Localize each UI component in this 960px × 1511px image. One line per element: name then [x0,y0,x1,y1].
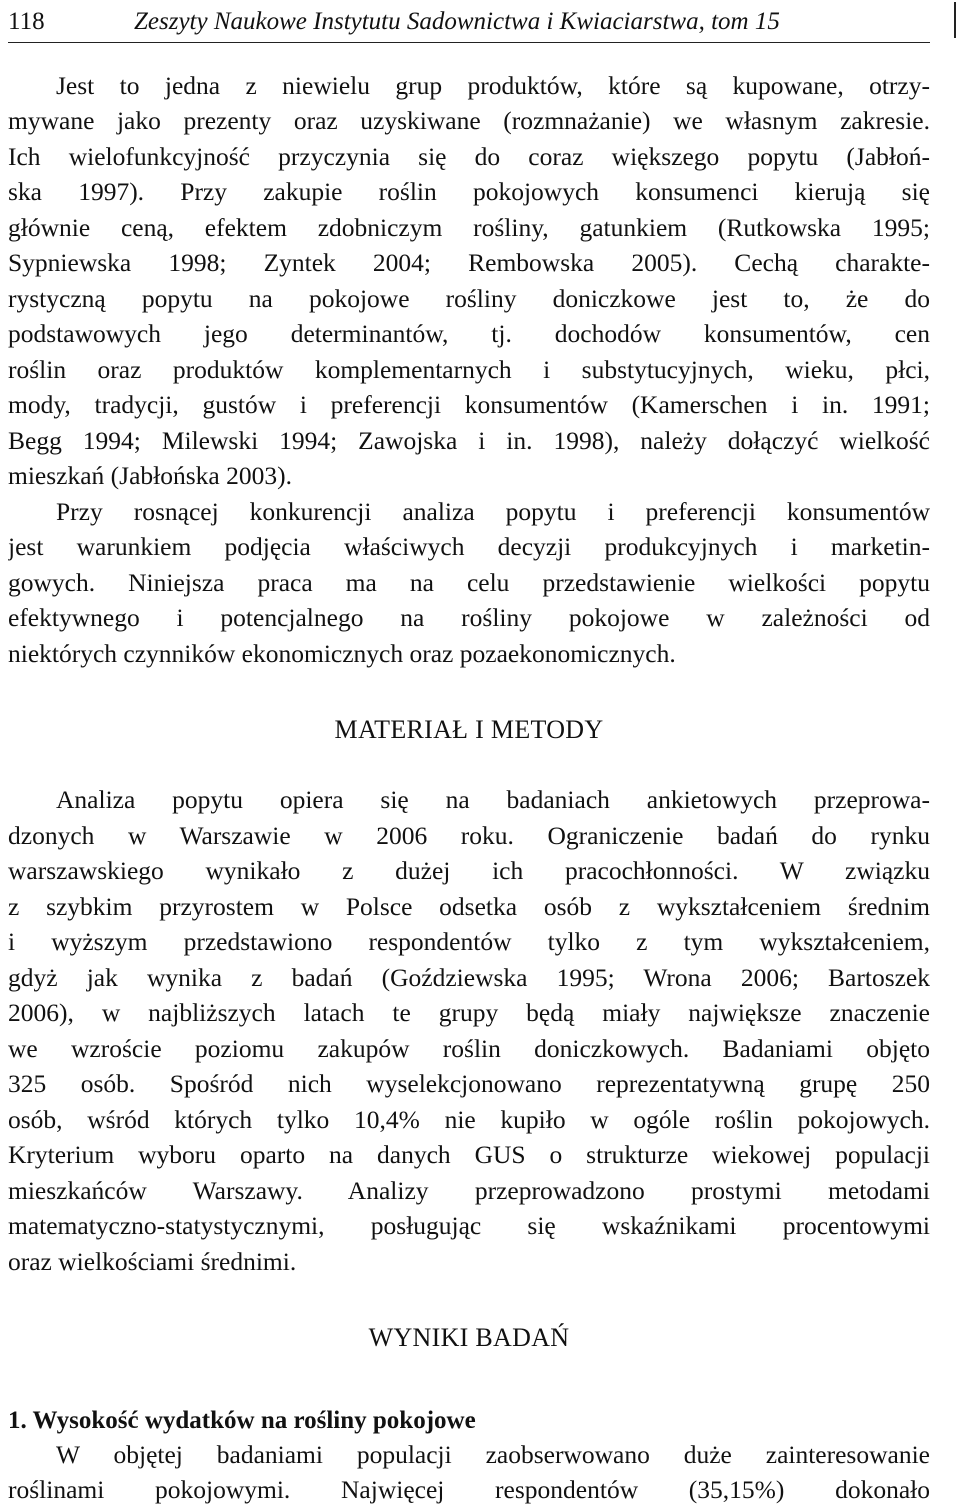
text-line: rystyczną popytu na pokojowe rośliny doniczkowe jest to, że do [8,284,930,313]
text-line: Analiza popytu opiera się na badaniach ankietowych przeprowa- [56,785,930,814]
text-line: Begg 1994; Milewski 1994; Zawojska i in. 1998), należy dołączyć wielkość [8,426,930,455]
text-line: Jest to jedna z niewielu grup produktów, które są kupowane, otrzy- [56,71,930,100]
text-line: roślin oraz produktów komplementarnych i substytucyjnych, wieku, płci, [8,355,930,384]
text-line: W objętej badaniami populacji zaobserwowano duże zainteresowanie [56,1440,930,1469]
text-line: mieszkań (Jabłońska 2003). [8,461,292,490]
text-line: osób, wśród których tylko 10,4% nie kupiło w ogóle roślin pokojowych. [8,1105,930,1134]
text-line: oraz wielkościami średnimi. [8,1247,297,1276]
text-line: we wzroście poziomu zakupów roślin doniczkowych. Badaniami objęto [8,1034,930,1063]
page-number: 118 [8,8,45,35]
text-line: Ich wielofunkcyjność przyczynia się do coraz większego popytu (Jabłoń- [8,142,930,171]
text-line: Kryterium wyboru oparto na danych GUS o strukturze wiekowej populacji [8,1140,930,1169]
subsection-heading: 1. Wysokość wydatków na rośliny pokojowe [8,1407,476,1434]
text-line: jest warunkiem podjęcia właściwych decyzji produkcyjnych i marketin- [8,532,930,561]
text-line: głównie ceną, efektem zdobniczym rośliny, gatunkiem (Rutkowska 1995; [8,213,930,242]
text-line: efektywnego i potencjalnego na rośliny pokojowe w zależności od [8,603,930,632]
text-line: z szybkim przyrostem w Polsce odsetka osób z wykształceniem średnim [8,892,930,921]
text-line: gdyż jak wynika z badań (Goździewska 1995; Wrona 2006; Bartoszek [8,963,930,992]
text-line: mywane jako prezenty oraz uzyskiwane (rozmnażanie) we własnym zakresie. [8,106,930,135]
margin-rule [954,2,956,38]
text-line: ska 1997). Przy zakupie roślin pokojowych konsumenci kierują się [8,177,930,206]
text-line: i wyższym przedstawiono respondentów tylko z tym wykształceniem, [8,927,930,956]
section-heading-methods: MATERIAŁ I METODY [334,715,604,744]
text-line: 325 osób. Spośród nich wyselekcjonowano reprezentatywną grupę 250 [8,1069,930,1098]
text-line: dzonych w Warszawie w 2006 roku. Ograniczenie badań do rynku [8,821,930,850]
text-line: gowych. Niniejsza praca ma na celu przedstawienie wielkości popytu [8,568,930,597]
text-line: matematyczno-statystycznymi, posługując się wskaźnikami procentowymi [8,1211,930,1240]
text-line: roślinami pokojowymi. Najwięcej respondentów (35,15%) dokonało [8,1475,930,1504]
text-line: 2006), w najbliższych latach te grupy będą miały największe znaczenie [8,998,930,1027]
text-line: Sypniewska 1998; Zyntek 2004; Rembowska 2005). Cechą charakte- [8,248,930,277]
text-line: niektórych czynników ekonomicznych oraz pozaekonomicznych. [8,639,676,668]
running-header [8,6,930,43]
section-heading-results: WYNIKI BADAŃ [368,1323,570,1352]
journal-title: Zeszyty Naukowe Instytutu Sadownictwa i Kwiaciarstwa, tom 15 [134,8,780,35]
text-line: mieszkańców Warszawy. Analizy przeprowadzono prostymi metodami [8,1176,930,1205]
text-line: mody, tradycji, gustów i preferencji konsumentów (Kamerschen i in. 1991; [8,390,930,419]
text-line: warszawskiego wynikało z dużej ich pracochłonności. W związku [8,856,930,885]
text-line: podstawowych jego determinantów, tj. dochodów konsumentów, cen [8,319,930,348]
text-line: Przy rosnącej konkurencji analiza popytu i preferencji konsumentów [56,497,930,526]
